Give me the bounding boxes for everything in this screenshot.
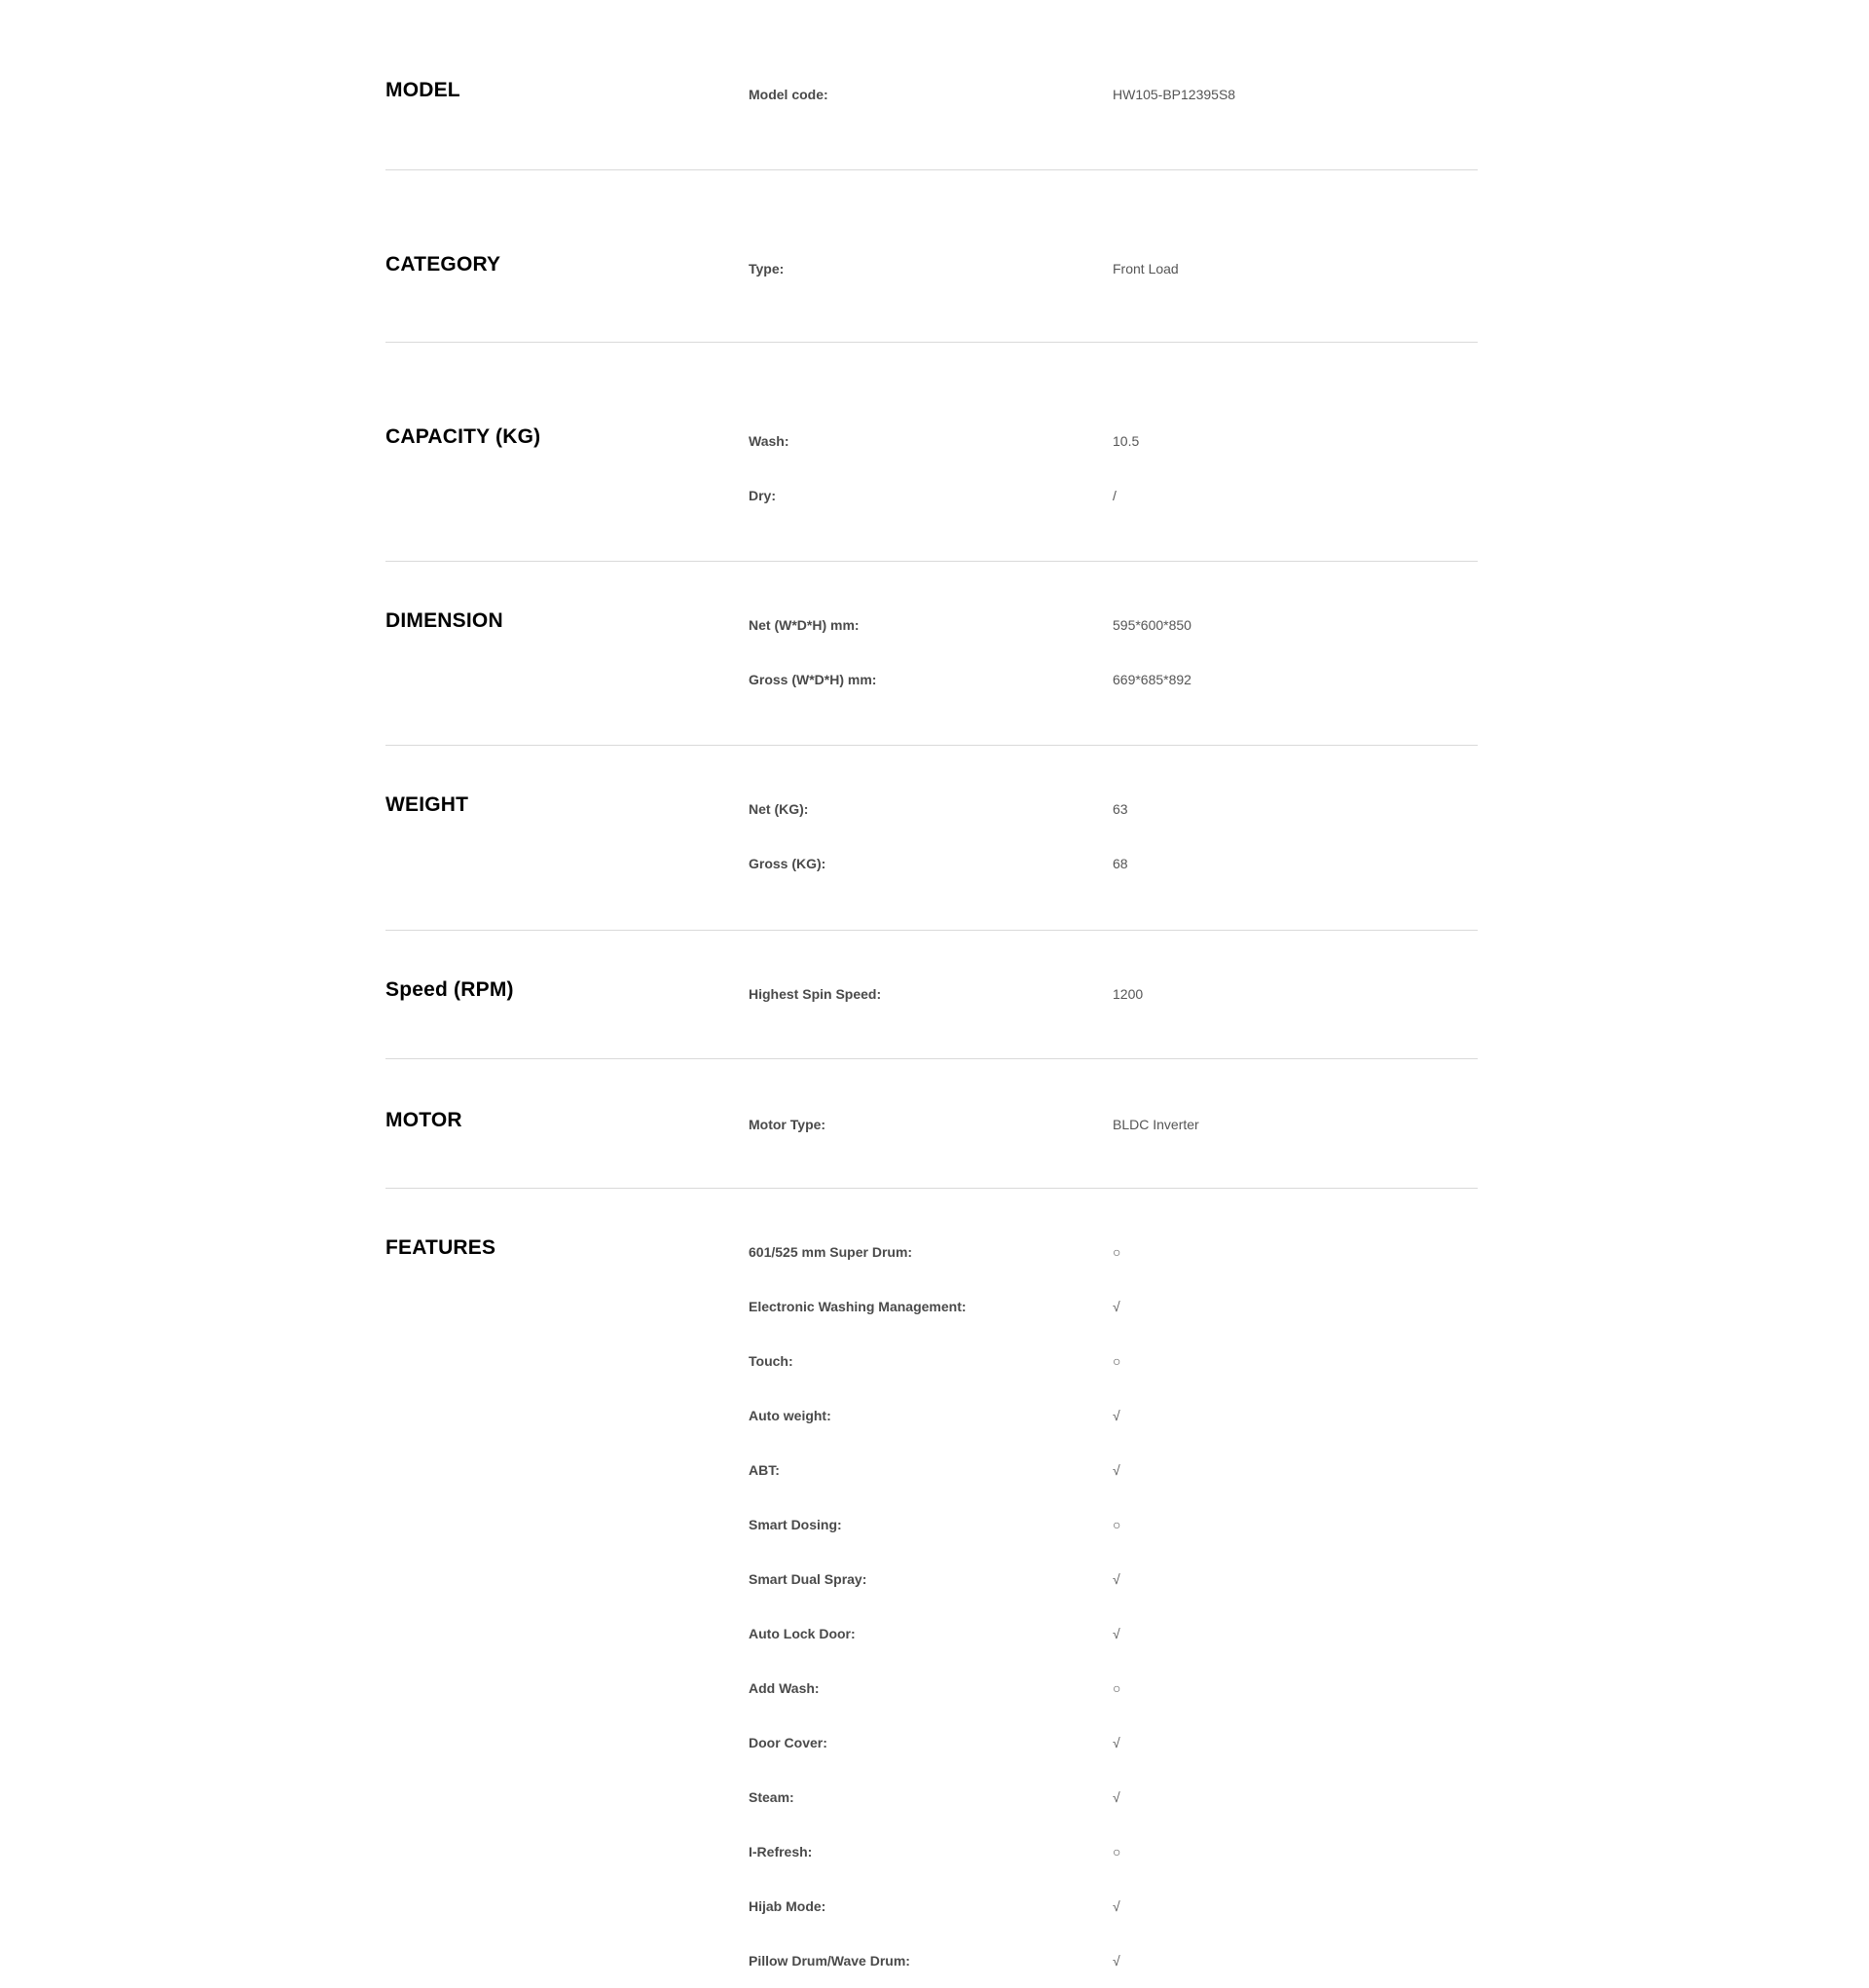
- spec-value: 595*600*850: [1113, 617, 1191, 633]
- spec-label: 601/525 mm Super Drum:: [749, 1244, 913, 1260]
- spec-value: 669*685*892: [1113, 672, 1191, 687]
- spec-label: Wash:: [749, 433, 789, 449]
- spec-section-category: [385, 170, 1478, 343]
- spec-label: Motor Type:: [749, 1117, 826, 1132]
- spec-value: 10.5: [1113, 433, 1140, 449]
- spec-label: Gross (W*D*H) mm:: [749, 672, 877, 687]
- spec-label: Net (KG):: [749, 801, 809, 817]
- spec-section-capacity: [385, 343, 1478, 562]
- spec-rows: [749, 1097, 1478, 1152]
- spec-value: ○: [1113, 1680, 1121, 1696]
- spec-row-feature: [749, 1933, 1478, 1988]
- spec-row-feature: [749, 1824, 1478, 1879]
- spec-row-feature: [749, 1497, 1478, 1552]
- spec-value: 68: [1113, 856, 1128, 871]
- spec-label: Pillow Drum/Wave Drum:: [749, 1953, 910, 1969]
- spec-rows: [749, 241, 1478, 296]
- section-title: CAPACITY (KG): [385, 425, 541, 448]
- spec-label: Steam:: [749, 1789, 794, 1805]
- spec-section-speed: [385, 931, 1478, 1059]
- spec-row-feature: [749, 1225, 1478, 1279]
- spec-label: Net (W*D*H) mm:: [749, 617, 860, 633]
- section-title: MODEL: [385, 79, 460, 101]
- spec-label: Smart Dosing:: [749, 1517, 842, 1532]
- spec-label: Auto Lock Door:: [749, 1626, 856, 1641]
- spec-section-weight: [385, 746, 1478, 931]
- spec-value: √: [1113, 1735, 1120, 1750]
- spec-value: √: [1113, 1299, 1120, 1314]
- section-title: CATEGORY: [385, 253, 501, 276]
- spec-row-net-dimension: [749, 598, 1478, 652]
- spec-label: ABT:: [749, 1462, 780, 1478]
- spec-label: Door Cover:: [749, 1735, 827, 1750]
- spec-row-feature: [749, 1606, 1478, 1661]
- spec-label: Type:: [749, 261, 785, 276]
- spec-label: I-Refresh:: [749, 1844, 813, 1859]
- spec-label: Highest Spin Speed:: [749, 986, 882, 1002]
- spec-rows: [749, 782, 1478, 891]
- spec-value: HW105-BP12395S8: [1113, 87, 1236, 102]
- spec-row-type: [749, 241, 1478, 296]
- spec-row-feature: [749, 1770, 1478, 1824]
- spec-value: √: [1113, 1571, 1120, 1587]
- section-title: FEATURES: [385, 1236, 496, 1259]
- spec-row-feature: [749, 1879, 1478, 1933]
- spec-section-dimension: [385, 562, 1478, 746]
- spec-rows: [749, 414, 1478, 523]
- spec-row-feature: [749, 1552, 1478, 1606]
- spec-value: √: [1113, 1953, 1120, 1969]
- spec-row-gross-dimension: [749, 652, 1478, 707]
- section-title: WEIGHT: [385, 793, 469, 816]
- spec-rows: [749, 1225, 1478, 1988]
- spec-row-feature: [749, 1279, 1478, 1334]
- spec-label: Smart Dual Spray:: [749, 1571, 867, 1587]
- spec-label: Electronic Washing Management:: [749, 1299, 967, 1314]
- section-title: Speed (RPM): [385, 978, 514, 1001]
- spec-section-features: [385, 1189, 1478, 1988]
- spec-section-motor: [385, 1059, 1478, 1189]
- spec-section-model: [385, 0, 1478, 170]
- spec-value: √: [1113, 1898, 1120, 1914]
- spec-value: ○: [1113, 1844, 1121, 1859]
- spec-row-feature: [749, 1388, 1478, 1443]
- specifications-table: [385, 0, 1478, 1988]
- spec-row-motor-type: [749, 1097, 1478, 1152]
- spec-label: Gross (KG):: [749, 856, 826, 871]
- spec-rows: [749, 598, 1478, 707]
- spec-row-feature: [749, 1334, 1478, 1388]
- spec-label: Auto weight:: [749, 1408, 831, 1423]
- spec-row-feature: [749, 1715, 1478, 1770]
- spec-value: √: [1113, 1789, 1120, 1805]
- spec-rows: [749, 967, 1478, 1021]
- section-title: MOTOR: [385, 1109, 462, 1131]
- spec-value: Front Load: [1113, 261, 1179, 276]
- spec-label: Hijab Mode:: [749, 1898, 826, 1914]
- spec-row-feature: [749, 1661, 1478, 1715]
- spec-value: /: [1113, 488, 1117, 503]
- spec-label: Touch:: [749, 1353, 793, 1369]
- spec-value: 1200: [1113, 986, 1144, 1002]
- spec-label: Dry:: [749, 488, 777, 503]
- spec-row-wash: [749, 414, 1478, 468]
- spec-row-net-weight: [749, 782, 1478, 836]
- spec-value: ○: [1113, 1353, 1121, 1369]
- spec-row-dry: [749, 468, 1478, 523]
- spec-value: √: [1113, 1626, 1120, 1641]
- spec-value: √: [1113, 1462, 1120, 1478]
- spec-value: ○: [1113, 1517, 1121, 1532]
- spec-row-gross-weight: [749, 836, 1478, 891]
- spec-row-spin-speed: [749, 967, 1478, 1021]
- spec-label: Add Wash:: [749, 1680, 820, 1696]
- spec-value: √: [1113, 1408, 1120, 1423]
- spec-label: Model code:: [749, 87, 828, 102]
- spec-row-model-code: [749, 67, 1478, 122]
- spec-row-feature: [749, 1443, 1478, 1497]
- spec-value: BLDC Inverter: [1113, 1117, 1199, 1132]
- spec-value: ○: [1113, 1244, 1121, 1260]
- spec-value: 63: [1113, 801, 1128, 817]
- section-title: DIMENSION: [385, 609, 503, 632]
- spec-rows: [749, 67, 1478, 122]
